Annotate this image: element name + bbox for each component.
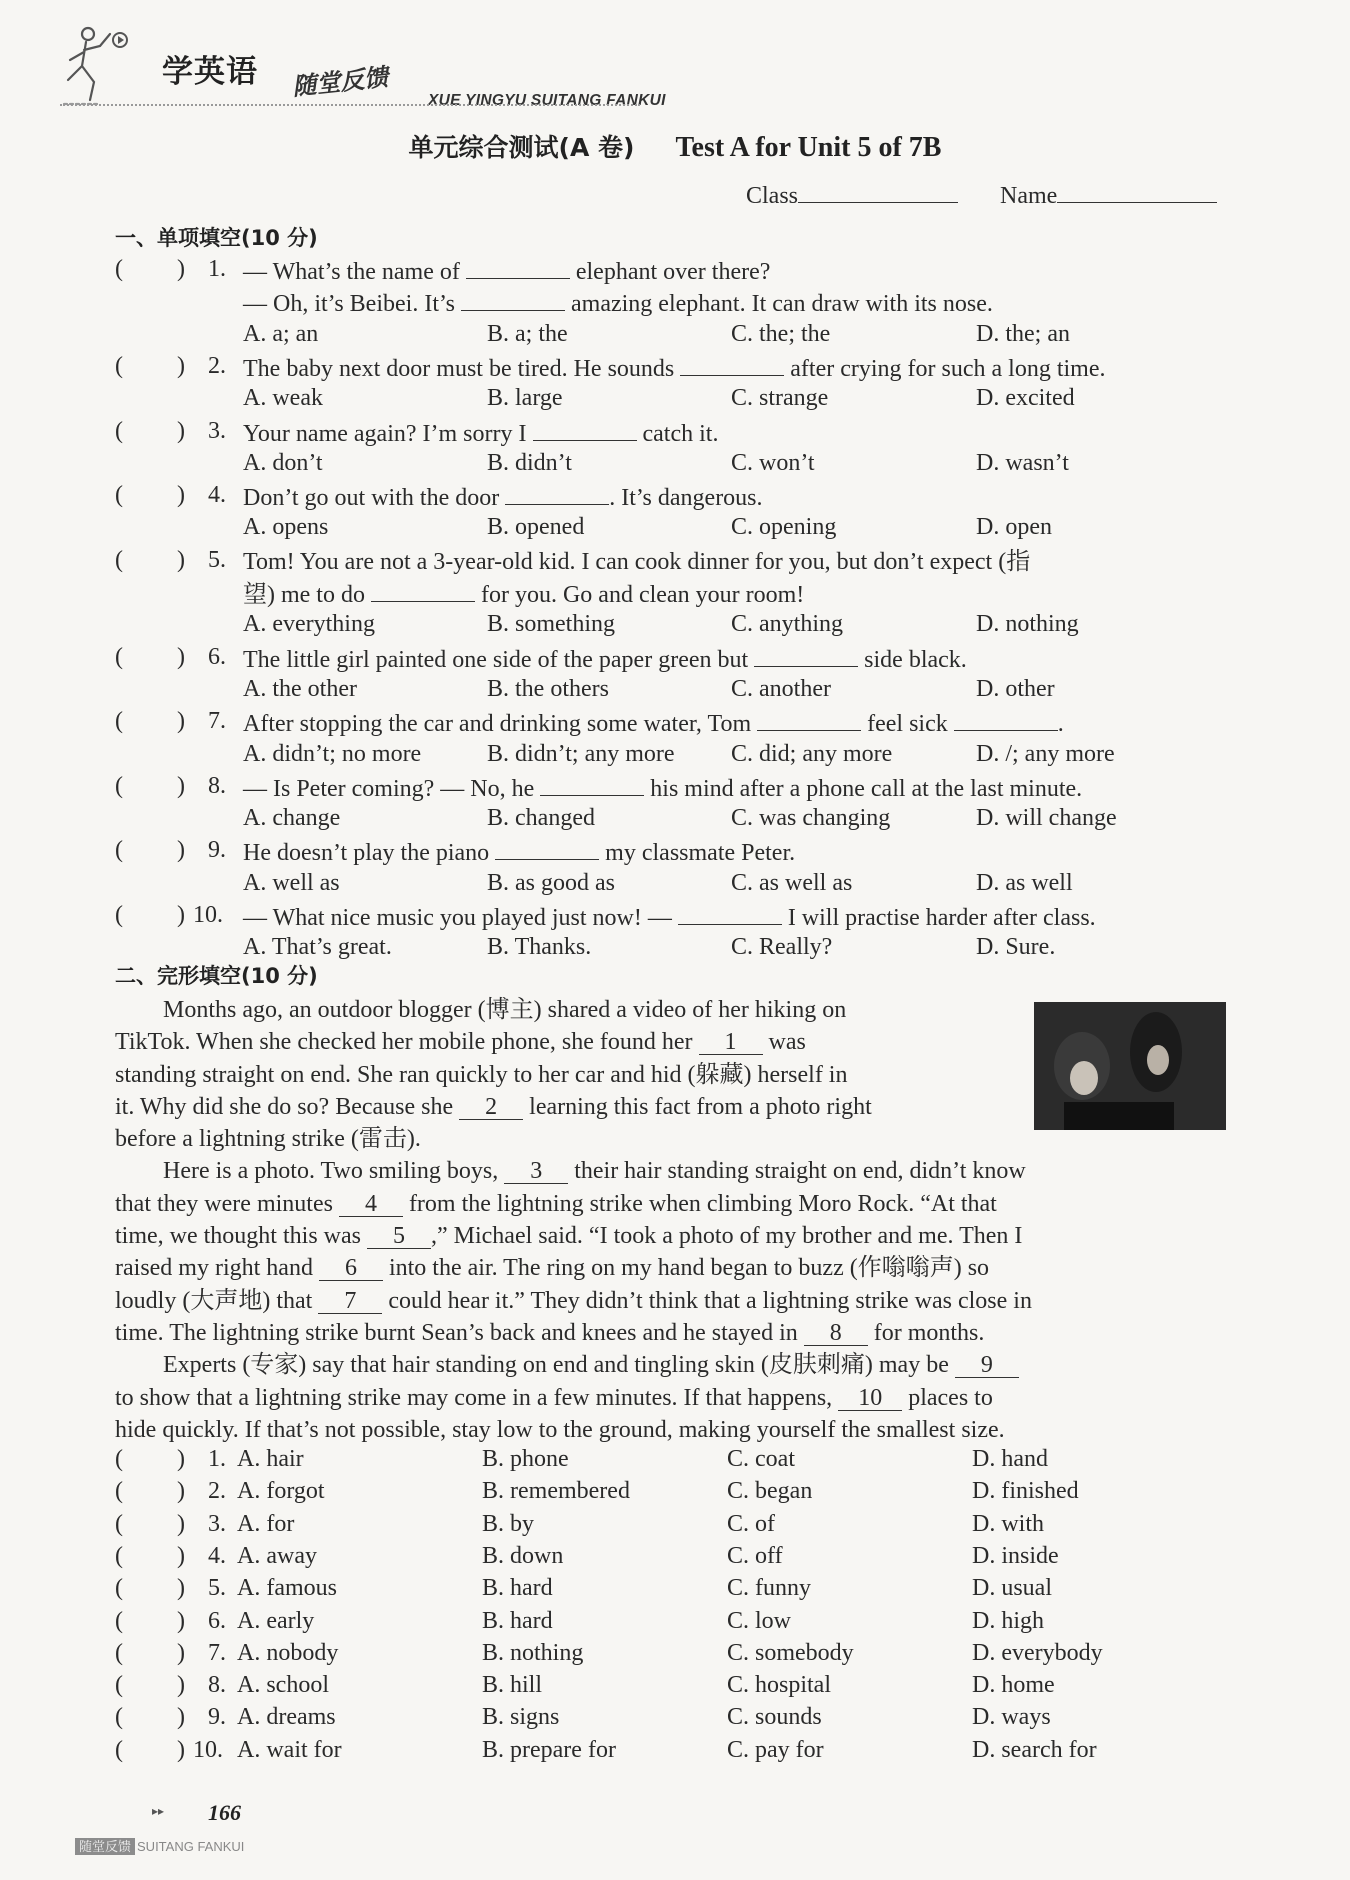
- option-b[interactable]: B. as good as: [487, 869, 615, 896]
- passage-text: Experts (专家) say that hair standing on end and tingling skin (皮肤刺痛) may be: [115, 1352, 955, 1379]
- passage-line: [115, 1414, 1032, 1446]
- option-c[interactable]: C. funny: [727, 1575, 811, 1602]
- passage-text: time. The lightning strike burnt Sean’s back and knees and he stayed in: [115, 1319, 804, 1346]
- option-b[interactable]: B. hill: [482, 1672, 543, 1699]
- page-title-cn: 单元综合测试(A 卷): [408, 133, 635, 162]
- option-d[interactable]: D. open: [976, 514, 1052, 541]
- option-b[interactable]: B. nothing: [482, 1639, 584, 1666]
- question-stem: [243, 837, 795, 868]
- answer-bracket[interactable]: ( ): [115, 708, 185, 735]
- passage-text: for months.: [867, 1319, 985, 1346]
- option-a[interactable]: A. away: [237, 1542, 317, 1569]
- question-number: 1.: [208, 256, 226, 282]
- question-number: 7.: [208, 708, 226, 735]
- option-a[interactable]: A. didn’t; no more: [243, 740, 422, 767]
- page-arrows-icon: ▸▸: [152, 1804, 165, 1818]
- option-a[interactable]: A. well as: [243, 869, 340, 896]
- option-a[interactable]: A. everything: [243, 611, 375, 638]
- passage-text: into the air. The ring on my hand began to buzz (作嗡嗡声) so: [382, 1255, 990, 1282]
- option-d[interactable]: D. the; an: [976, 320, 1070, 347]
- option-a[interactable]: A. famous: [237, 1575, 337, 1602]
- passage-text: loudly (大声地) that: [115, 1287, 319, 1314]
- question-text: amazing elephant. It can draw with its nose.: [565, 291, 993, 318]
- question-stem: [243, 418, 718, 449]
- option-b[interactable]: B. down: [482, 1542, 564, 1569]
- option-b[interactable]: B. didn’t: [487, 449, 572, 476]
- option-c[interactable]: C. won’t: [731, 449, 815, 476]
- option-d[interactable]: D. with: [972, 1510, 1044, 1537]
- question-number: 3.: [208, 417, 226, 444]
- question-number: 4.: [208, 482, 226, 509]
- question-text: He doesn’t play the piano: [243, 840, 496, 867]
- option-d[interactable]: D. usual: [972, 1575, 1052, 1602]
- option-c[interactable]: C. Really?: [731, 934, 833, 961]
- question-stem: [243, 579, 804, 610]
- answer-bracket[interactable]: ( ): [115, 546, 185, 573]
- option-b[interactable]: B. Thanks.: [487, 934, 592, 961]
- passage-text: their hair standing straight on end, didn’t know: [568, 1158, 1026, 1185]
- option-c[interactable]: C. strange: [731, 385, 829, 412]
- footer-brand-en: SUITANG FANKUI: [137, 1839, 245, 1854]
- option-d[interactable]: D. nothing: [976, 611, 1079, 638]
- passage-text: places to: [902, 1384, 993, 1411]
- passage-line: [115, 1188, 1032, 1220]
- option-d[interactable]: D. high: [972, 1607, 1044, 1634]
- section1-heading: 一、单项填空(10 分): [115, 226, 318, 250]
- option-a[interactable]: A. forgot: [237, 1478, 325, 1505]
- cloze-blank-8[interactable]: 8: [804, 1321, 868, 1346]
- answer-bracket[interactable]: ( ): [115, 1672, 185, 1699]
- option-c[interactable]: C. as well as: [731, 869, 853, 896]
- lightning-photo: [1034, 1002, 1226, 1130]
- passage-line: [115, 1123, 1025, 1155]
- answer-bracket[interactable]: ( ): [115, 772, 185, 799]
- option-b[interactable]: B. the others: [487, 675, 609, 702]
- question-number: 10.: [193, 1736, 223, 1763]
- question-text: Your name again? I’m sorry I: [243, 420, 533, 447]
- option-c[interactable]: C. off: [727, 1542, 783, 1569]
- cloze-blank-1[interactable]: 1: [699, 1030, 763, 1055]
- fill-blank[interactable]: [757, 708, 861, 731]
- question-text: Don’t go out with the door: [243, 485, 506, 512]
- question-text: Tom! You are not a 3-year-old kid. I can cook dinner for you, but don’t expect (指: [243, 548, 1031, 575]
- option-c[interactable]: C. coat: [727, 1446, 795, 1472]
- option-a[interactable]: A. for: [237, 1510, 295, 1537]
- question-text: I will practise harder after class.: [781, 905, 1096, 931]
- passage-text: ,” Michael said. “I took a photo of my brother and me. Then I: [430, 1223, 1023, 1250]
- answer-bracket[interactable]: ( ): [115, 837, 185, 864]
- option-a[interactable]: A. don’t: [243, 449, 323, 476]
- option-a[interactable]: A. change: [243, 805, 341, 832]
- option-a[interactable]: A. weak: [243, 385, 323, 412]
- class-blank[interactable]: [798, 180, 958, 203]
- option-c[interactable]: C. did; any more: [731, 740, 893, 767]
- option-a[interactable]: A. hair: [237, 1446, 304, 1472]
- passage-text: time, we thought this was: [115, 1223, 367, 1250]
- option-d[interactable]: D. other: [976, 675, 1055, 702]
- question-number: 9.: [208, 837, 226, 864]
- question-text: elephant over there?: [569, 259, 771, 285]
- fill-blank[interactable]: [466, 256, 570, 279]
- question-stem: [243, 547, 1030, 577]
- option-d[interactable]: D. finished: [972, 1478, 1079, 1505]
- option-c[interactable]: C. of: [727, 1510, 775, 1537]
- question-text: my classmate Peter.: [599, 840, 796, 867]
- passage-text: TikTok. When she checked her mobile phone, she found her: [115, 1029, 699, 1056]
- question-number: 9.: [208, 1704, 226, 1731]
- cloze-blank-4[interactable]: 4: [339, 1192, 403, 1217]
- passage-line: [115, 1059, 1025, 1091]
- answer-bracket[interactable]: ( ): [115, 1736, 185, 1763]
- passage-line: [115, 1382, 1032, 1414]
- page-title-en: Test A for Unit 5 of 7B: [675, 132, 942, 163]
- class-label: Class: [746, 183, 799, 209]
- answer-bracket[interactable]: ( ): [115, 1704, 185, 1731]
- passage-text: from the lightning strike when climbing Moro Rock. “At that: [402, 1190, 997, 1217]
- passage-line: [115, 994, 1025, 1026]
- passage-text: hide quickly. If that’s not possible, stay low to the ground, making yourself the smallest size.: [115, 1416, 1005, 1443]
- question-number: 8.: [208, 1672, 226, 1699]
- question-text: . It’s dangerous.: [609, 485, 763, 512]
- header-banner: [60, 14, 700, 110]
- answer-bracket[interactable]: ( ): [115, 1607, 185, 1634]
- answer-bracket[interactable]: ( ): [115, 1639, 185, 1666]
- answer-bracket[interactable]: ( ): [115, 417, 185, 444]
- passage-text: Months ago, an outdoor blogger (博主) shared a video of her hiking on: [115, 997, 847, 1023]
- question-number: 6.: [208, 643, 226, 670]
- passage-line: [115, 1317, 1032, 1349]
- question-text: — Is Peter coming? — No, he: [243, 775, 541, 802]
- name-label: Name: [1000, 183, 1058, 209]
- class-name-fields: [746, 180, 1217, 210]
- question-text: after crying for such a long time.: [784, 355, 1106, 382]
- passage-text: learning this fact from a photo right: [523, 1093, 872, 1120]
- cloze-blank-2[interactable]: 2: [459, 1095, 523, 1120]
- option-b[interactable]: B. signs: [482, 1704, 560, 1731]
- option-b[interactable]: B. phone: [482, 1446, 569, 1472]
- question-text: After stopping the car and drinking some water, Tom: [243, 711, 758, 738]
- passage-text: could hear it.” They didn’t think that a lightning strike was close in: [382, 1287, 1032, 1314]
- question-number: 7.: [208, 1639, 226, 1666]
- cloze-blank-7[interactable]: 7: [318, 1289, 382, 1314]
- question-number: 6.: [208, 1607, 226, 1634]
- question-number: 5.: [208, 1575, 226, 1602]
- option-c[interactable]: C. was changing: [731, 805, 891, 832]
- passage-line: [115, 1252, 1032, 1284]
- passage-text: Here is a photo. Two smiling boys,: [115, 1158, 505, 1185]
- question-text: The little girl painted one side of the paper green but: [243, 646, 755, 673]
- question-text: 望) me to do: [243, 582, 371, 608]
- footer-brand: [75, 1836, 244, 1855]
- passage-text: it. Why did she do so? Because she: [115, 1093, 460, 1120]
- passage-text: before a lightning strike (雷击).: [115, 1126, 421, 1153]
- page-number: 166: [208, 1800, 241, 1825]
- option-d[interactable]: D. wasn’t: [976, 449, 1069, 476]
- question-number: 4.: [208, 1542, 226, 1569]
- fill-blank[interactable]: [954, 708, 1058, 731]
- option-a[interactable]: A. early: [237, 1607, 315, 1634]
- question-text: side black.: [858, 646, 967, 673]
- answer-bracket[interactable]: ( ): [115, 643, 185, 670]
- passage-line: [115, 1091, 1025, 1123]
- header-divider: [60, 104, 640, 106]
- option-c[interactable]: C. the; the: [731, 320, 831, 347]
- option-a[interactable]: A. school: [237, 1672, 329, 1699]
- question-stem: [243, 708, 1064, 739]
- option-a[interactable]: A. the other: [243, 675, 357, 702]
- answer-bracket[interactable]: ( ): [115, 256, 185, 282]
- answer-bracket[interactable]: ( ): [115, 1575, 185, 1602]
- question-stem: [243, 256, 770, 287]
- option-b[interactable]: B. a; the: [487, 320, 568, 347]
- question-stem: [243, 644, 967, 675]
- cloze-blank-9[interactable]: 9: [955, 1353, 1019, 1378]
- question-text: The baby next door must be tired. He sounds: [243, 355, 681, 382]
- option-d[interactable]: D. as well: [976, 869, 1073, 896]
- question-text: catch it.: [636, 420, 719, 447]
- passage-line: [115, 1285, 1032, 1317]
- question-stem: [243, 482, 763, 513]
- footer-brand-cn: 随堂反馈: [75, 1838, 135, 1855]
- option-c[interactable]: C. another: [731, 675, 831, 702]
- answer-bracket[interactable]: ( ): [115, 1542, 185, 1569]
- option-a[interactable]: A. That’s great.: [243, 934, 392, 961]
- option-b[interactable]: B. large: [487, 385, 563, 412]
- question-stem: [243, 288, 993, 319]
- fill-blank[interactable]: [495, 837, 599, 860]
- option-c[interactable]: C. began: [727, 1478, 813, 1505]
- option-b[interactable]: B. changed: [487, 805, 595, 832]
- answer-bracket[interactable]: ( ): [115, 1510, 185, 1537]
- option-c[interactable]: C. hospital: [727, 1672, 832, 1699]
- passage-text: was: [762, 1029, 806, 1056]
- cloze-blank-6[interactable]: 6: [319, 1256, 383, 1281]
- option-c[interactable]: C. sounds: [727, 1704, 822, 1731]
- passage-line: [115, 1349, 1032, 1381]
- option-b[interactable]: B. by: [482, 1510, 535, 1537]
- question-text: — What nice music you played just now! —: [243, 905, 678, 931]
- question-number: 2.: [208, 352, 226, 379]
- question-text: feel sick: [861, 711, 954, 738]
- brand-title-cn: 学英语: [162, 54, 258, 90]
- option-b[interactable]: B. opened: [487, 514, 585, 541]
- answer-bracket[interactable]: ( ): [115, 1446, 185, 1472]
- answer-bracket[interactable]: ( ): [115, 1478, 185, 1505]
- option-d[interactable]: D. /; any more: [976, 740, 1115, 767]
- passage-text: to show that a lightning strike may come in a few minutes. If that happens,: [115, 1384, 839, 1411]
- cloze-blank-10[interactable]: 10: [838, 1386, 902, 1411]
- option-a[interactable]: A. wait for: [237, 1736, 342, 1763]
- passage-line: [115, 1220, 1032, 1252]
- name-blank[interactable]: [1057, 180, 1217, 203]
- passage-text: that they were minutes: [115, 1190, 339, 1217]
- option-b[interactable]: B. hard: [482, 1575, 553, 1602]
- option-b[interactable]: B. hard: [482, 1607, 553, 1634]
- option-b[interactable]: B. didn’t; any more: [487, 740, 675, 767]
- answer-bracket[interactable]: ( ): [115, 902, 185, 928]
- option-c[interactable]: C. somebody: [727, 1639, 854, 1666]
- fill-blank[interactable]: [540, 773, 644, 796]
- option-d[interactable]: D. excited: [976, 385, 1075, 412]
- passage-line: [115, 1026, 1025, 1058]
- runner-logo-icon: [60, 20, 130, 110]
- question-text: — Oh, it’s Beibei. It’s: [243, 291, 461, 318]
- question-stem: [243, 353, 1105, 384]
- question-number: 1.: [208, 1446, 226, 1472]
- fill-blank[interactable]: [533, 418, 637, 441]
- question-number: 10.: [193, 902, 223, 928]
- question-text: .: [1057, 711, 1064, 738]
- option-c[interactable]: C. opening: [731, 514, 837, 541]
- cloze-blank-5[interactable]: 5: [367, 1224, 431, 1249]
- option-d[interactable]: D. inside: [972, 1542, 1059, 1569]
- question-number: 2.: [208, 1478, 226, 1505]
- passage-text: raised my right hand: [115, 1255, 319, 1282]
- option-b[interactable]: B. prepare for: [482, 1736, 616, 1763]
- answer-bracket[interactable]: ( ): [115, 482, 185, 509]
- section2-heading: 二、完形填空(10 分): [115, 964, 318, 988]
- option-a[interactable]: A. opens: [243, 514, 329, 541]
- passage-line: [115, 1155, 1032, 1187]
- fill-blank[interactable]: [505, 482, 609, 505]
- fill-blank[interactable]: [678, 902, 782, 925]
- option-a[interactable]: A. nobody: [237, 1639, 339, 1666]
- question-stem: [243, 902, 1096, 933]
- option-c[interactable]: C. low: [727, 1607, 792, 1634]
- option-d[interactable]: D. everybody: [972, 1639, 1103, 1666]
- fill-blank[interactable]: [680, 353, 784, 376]
- page-title: [0, 128, 1350, 164]
- option-d[interactable]: D. will change: [976, 805, 1117, 832]
- option-d[interactable]: D. home: [972, 1672, 1055, 1699]
- question-text: — What’s the name of: [243, 259, 466, 285]
- question-text: his mind after a phone call at the last minute.: [644, 775, 1083, 802]
- question-number: 8.: [208, 772, 226, 799]
- option-b[interactable]: B. something: [487, 611, 616, 638]
- question-stem: [243, 773, 1082, 804]
- question-number: 5.: [208, 546, 226, 573]
- option-b[interactable]: B. remembered: [482, 1478, 630, 1505]
- option-c[interactable]: C. anything: [731, 611, 843, 638]
- option-d[interactable]: D. Sure.: [976, 934, 1056, 961]
- cloze-blank-3[interactable]: 3: [504, 1159, 568, 1184]
- question-number: 3.: [208, 1510, 226, 1537]
- answer-bracket[interactable]: ( ): [115, 352, 185, 379]
- question-text: for you. Go and clean your room!: [474, 582, 805, 608]
- option-d[interactable]: D. search for: [972, 1736, 1097, 1763]
- fill-blank[interactable]: [754, 644, 858, 667]
- option-a[interactable]: A. dreams: [237, 1704, 336, 1731]
- option-d[interactable]: D. hand: [972, 1446, 1048, 1472]
- option-d[interactable]: D. ways: [972, 1704, 1051, 1731]
- brand-subtitle-cn: 随堂反馈: [291, 63, 390, 101]
- brand-title-en: XUE YINGYU SUITANG FANKUI: [428, 92, 666, 109]
- option-a[interactable]: A. a; an: [243, 320, 319, 347]
- fill-blank[interactable]: [461, 288, 565, 311]
- option-c[interactable]: C. pay for: [727, 1736, 824, 1763]
- passage-text: standing straight on end. She ran quickly to her car and hid (躲藏) herself in: [115, 1061, 848, 1088]
- cloze-passage: [115, 994, 1032, 1446]
- fill-blank[interactable]: [371, 579, 475, 602]
